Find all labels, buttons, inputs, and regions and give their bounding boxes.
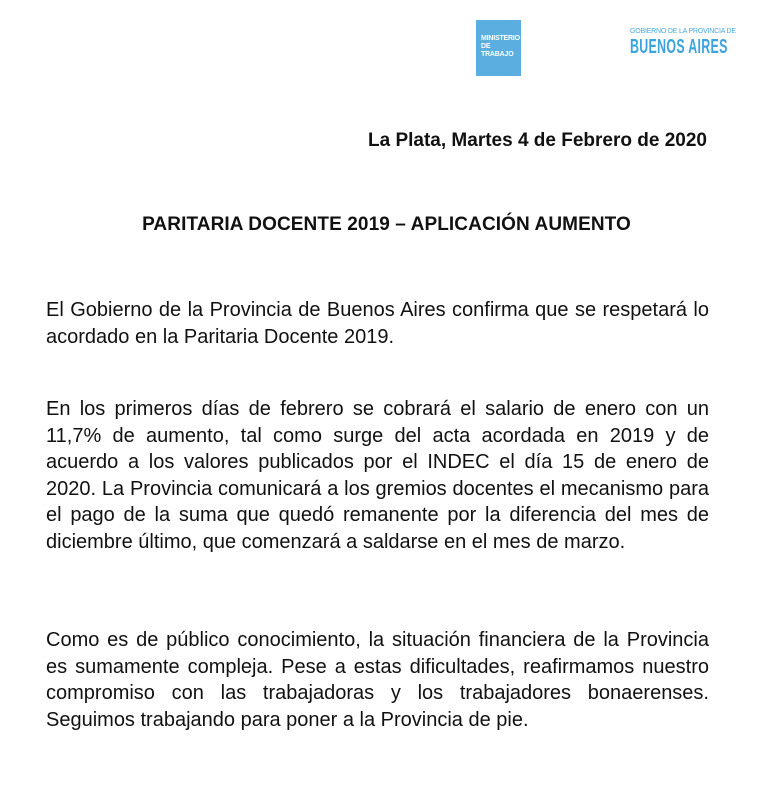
- gobierno-buenos-aires-logo: [630, 27, 736, 58]
- ministerio-logo-line2: TRABAJO: [481, 51, 514, 58]
- ministerio-logo-line1: MINISTERIO DE: [481, 35, 520, 50]
- document-title: PARITARIA DOCENTE 2019 – APLICACIÓN AUMENTO: [142, 214, 631, 235]
- dateline: La Plata, Martes 4 de Febrero de 2020: [368, 130, 707, 151]
- paragraph-3: Como es de público conocimiento, la situación financiera de la Provincia es sumamente compleja. Pese a estas dificultades, reafirmamos nuestro compromiso con las trabajadoras y los trabajadores bonaerenses. Seguimos trabajando para poner a la Provincia de pie.: [46, 629, 709, 731]
- document-header: [0, 0, 773, 90]
- paragraph-2: En los primeros días de febrero se cobrará el salario de enero con un 11,7% de aumento, tal como surge del acta acordada en 2019 y de acuerdo a los valores publicados por el INDEC el día 15 de enero de 2020. La Provincia comunicará a los gremios docentes el mecanismo para el pago de la suma que quedó remanente por la diferencia del mes de diciembre último, que comenzará a saldarse en el mes de marzo.: [46, 398, 709, 553]
- ministerio-de-trabajo-logo: [476, 20, 521, 76]
- paragraph-1: El Gobierno de la Provincia de Buenos Aires confirma que se respetará lo acordado en la Paritaria Docente 2019.: [46, 299, 709, 348]
- gobierno-logo-subtitle: GOBIERNO DE LA PROVINCIA DE: [630, 28, 736, 35]
- gobierno-logo-title: BUENOS AIRES: [630, 36, 728, 58]
